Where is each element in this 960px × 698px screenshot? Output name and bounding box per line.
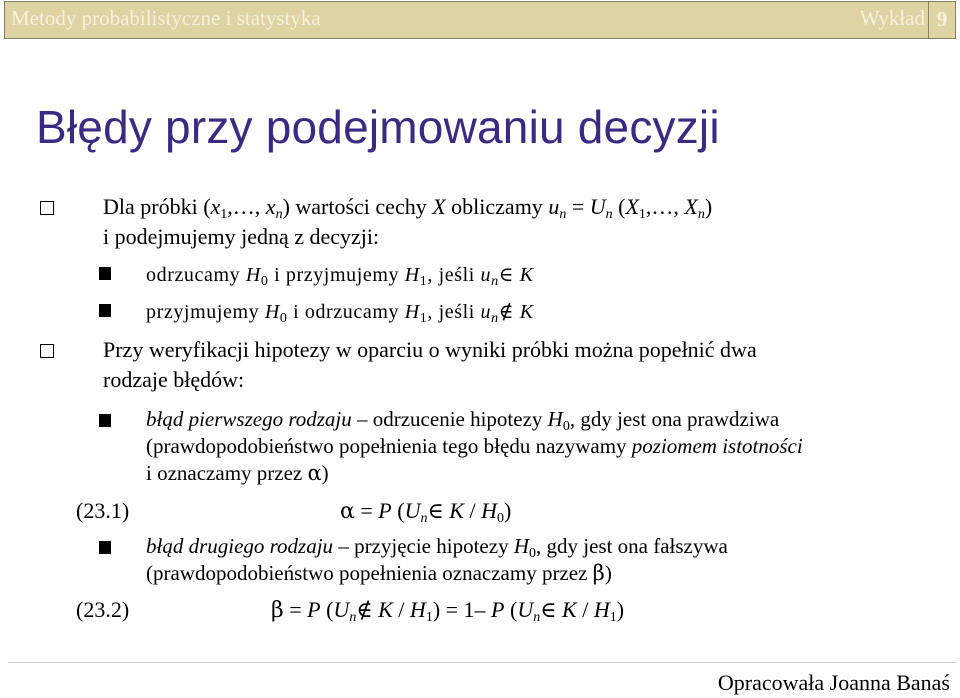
- filled-bullet-icon: [99, 541, 111, 554]
- square-bullet-icon: [40, 344, 54, 358]
- eq1-label: (23.1): [76, 498, 130, 523]
- filled-bullet-icon: [99, 304, 111, 317]
- item2-line1: Przy weryfikacji hipotezy w oparciu o wyniki próbki można popełnić dwa: [103, 337, 757, 362]
- err1-line3: i oznaczamy przez α): [146, 461, 329, 485]
- lecture-label: Wykład: [859, 6, 925, 30]
- item2-line2: rodzaje błędów:: [103, 367, 245, 392]
- err2-line2: (prawdopodobieństwo popełnienia oznaczamy przez β): [146, 561, 612, 585]
- item1-line2: i podejmujemy jedną z decyzji:: [103, 224, 380, 249]
- filled-bullet-icon: [99, 414, 111, 427]
- eq1-formula: α = P ($U_n\in$ K / $H_0$): [340, 498, 512, 526]
- filled-bullet-icon: [99, 267, 111, 280]
- err1-line2: (prawdopodobieństwo popełnienia tego błędu nazywamy poziomem istotności: [146, 434, 803, 458]
- square-bullet-icon: [40, 201, 54, 215]
- slide-header: [4, 1, 956, 39]
- eq2-formula: β = P ($U_n\notin$ $K / H_1) = 1-$ P ($U_n\in$ K / $H_1$): [271, 597, 625, 625]
- footer-divider: [8, 662, 956, 663]
- course-title: Metody probabilistyczne i statystyka: [11, 6, 321, 30]
- err1-line1: błąd pierwszego rodzaju – odrzucenie hipotezy $H_0$, gdy jest ona prawdziwa: [146, 407, 780, 434]
- item1-line1: Dla próbki ($x_1,\dots$, $x_n$) wartości cechy X obliczamy $u_n = U_n$ ($X_1,\dots$, $X_n$): [103, 194, 713, 222]
- sub1-line: odrzucamy $H_0$ i przyjmujemy $H_1$, jeśli $u_n\in$ K: [146, 262, 534, 289]
- lecture-number: 9: [928, 2, 955, 38]
- slide-title: Błędy przy podejmowaniu decyzji: [36, 101, 720, 153]
- author-footer: Opracowała Joanna Banaś: [717, 670, 950, 695]
- err2-line1: błąd drugiego rodzaju – przyjęcie hipotezy $H_0$, gdy jest ona fałszywa: [146, 534, 728, 561]
- eq2-label: (23.2): [76, 597, 130, 622]
- sub2-line: przyjmujemy $H_0$ i odrzucamy $H_1$, jeśli $u_n\notin$ K: [146, 299, 534, 326]
